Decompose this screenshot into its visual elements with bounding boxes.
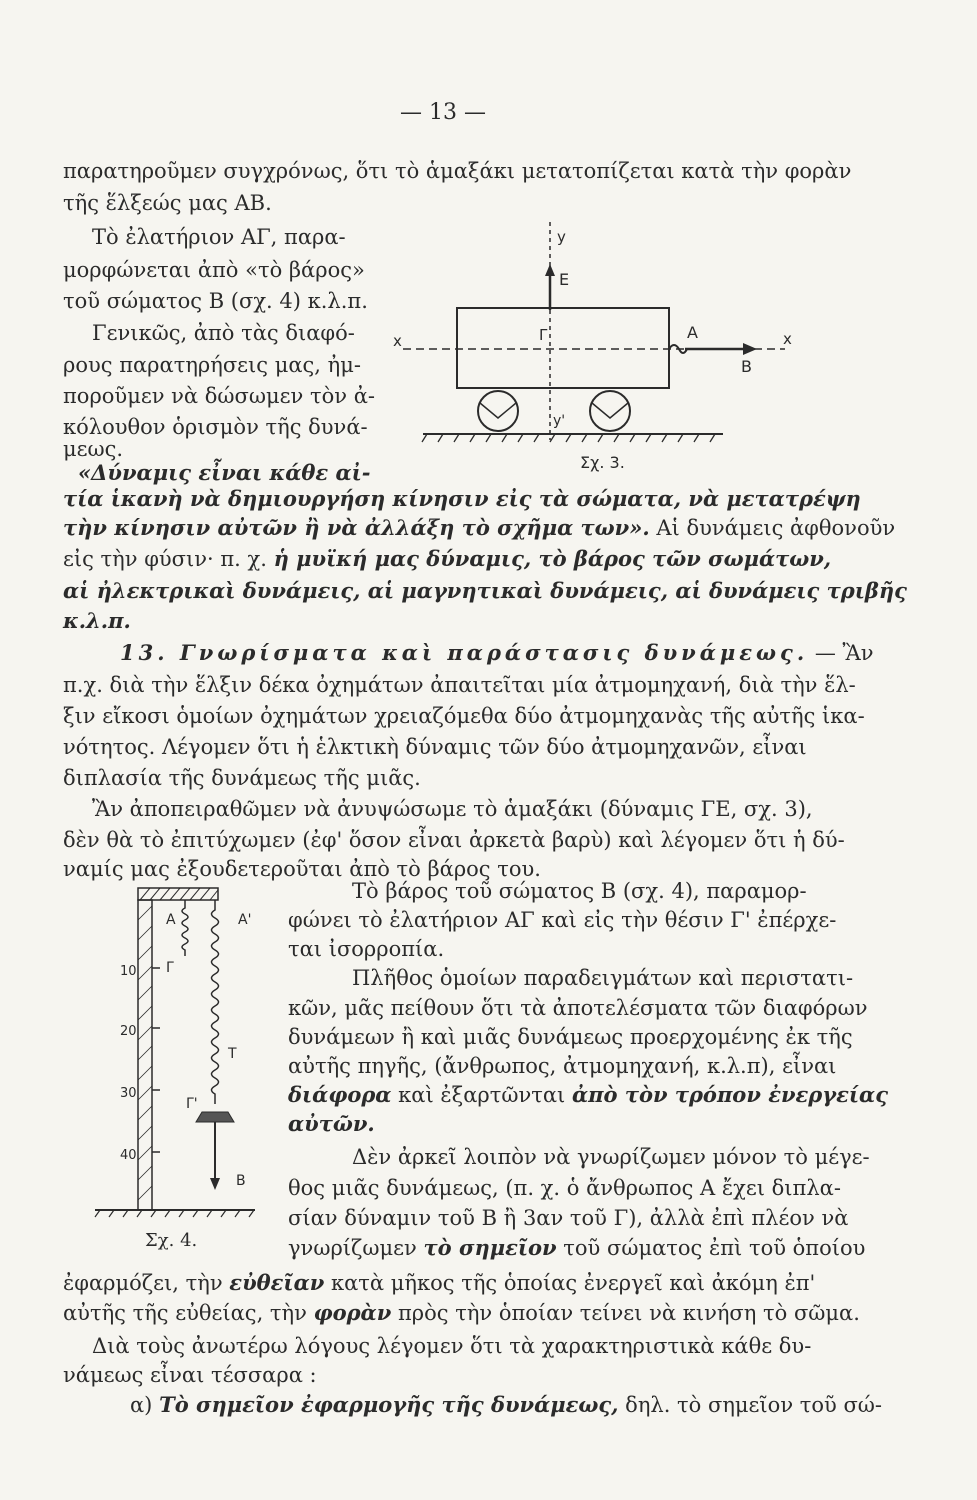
text-line: θος μιᾶς δυνάμεως, (π. χ. ὁ ἄνθρωπος Α ἔχει διπλα- [288,1176,841,1200]
weight-body [196,1112,234,1122]
text-line [130,1392,882,1418]
scale-10: 10 [120,964,137,979]
text-span: δηλ. τὸ σημεῖον τοῦ σώ- [625,1393,883,1417]
text-span: καὶ ἐξαρτῶνται [398,1083,566,1107]
scale-30: 30 [120,1086,137,1101]
text-line [63,1270,815,1296]
text-line: Ἂν ἀποπειραθῶμεν νὰ ἀνυψώσωμε τὸ ἁμαξάκι (δύναμις ΓΕ, σχ. 3), [92,797,813,821]
text-line: Τὸ ἐλατήριον ΑΓ, παρα- [92,225,346,249]
section-heading [120,640,874,666]
definition-start: «Δύναμις εἶναι κάθε αἰ- [78,460,371,485]
text-line: κῶν, μᾶς πείθουν ὅτι τὰ ἀποτελέσματα τῶν διαφόρων [288,996,868,1020]
text-line: διπλασία τῆς δυνάμεως τῆς μιᾶς. [63,766,421,790]
text-line [63,515,895,541]
text-line: Πλῆθος ὁμοίων παραδειγμάτων καὶ περιστατι- [352,966,854,990]
label-t: T [228,1046,237,1062]
text-line: δυνάμεων ἢ καὶ μιᾶς δυνάμεως προερχομένης ἐκ τῆς [288,1025,853,1049]
emphasis-span: εὐθεῖαν [229,1270,325,1295]
text-line: παρατηροῦμεν συγχρόνως, ὅτι τὸ ἁμαξάκι μετατοπίζεται κατὰ τὴν φορὰν [63,159,852,183]
wheel-left [478,391,518,431]
text-line: φώνει τὸ ἐλατήριον ΑΓ καὶ εἰς τὴν θέσιν Γ' ἐπέρχε- [288,908,837,932]
text-line: σίαν δύναμιν τοῦ Β ἢ 3αν τοῦ Γ), ἀλλὰ ἐπὶ πλέον νὰ [288,1206,849,1230]
text-line: νότητος. Λέγομεν ὅτι ἡ ἑλκτικὴ δύναμις τῶν δύο ἀτμομηχανῶν, εἶναι [63,735,807,759]
text-line: αὐτῶν. [288,1111,375,1136]
text-line: Δὲν ἀρκεῖ λοιπὸν νὰ γνωρίζωμεν μόνον τὸ μέγε- [352,1145,870,1169]
emphasis-span: διάφορα [288,1082,392,1107]
label-a: A [166,912,176,928]
text-line: μορφώνεται ἀπὸ «τὸ βάρος» [63,258,365,282]
text-line: ρους παρατηρήσεις μας, ἠμ- [63,353,361,377]
text-line: ποροῦμεν νὰ δώσωμεν τὸν ἀ- [63,384,375,408]
text-line: κόλουθον ὁρισμὸν τῆς δυνά- [63,415,368,439]
page-number: — 13 — [400,100,486,125]
emphasis-span: Τὸ σημεῖον ἐφαρμογῆς τῆς δυνάμεως, [159,1392,619,1417]
text-line: νάμεως εἶναι τέσσαρα : [63,1363,317,1387]
text-span: γνωρίζωμεν [288,1236,417,1260]
emphasis-span: ἀπὸ τὸν τρόπον ἐνεργείας [571,1082,889,1107]
label-a-prime: A' [238,912,252,928]
figure-3-caption: Σχ. 3. [580,453,625,472]
wheel-spokes [592,403,628,418]
scale-ticks [152,968,160,1152]
text-span: Αἱ δυνάμεις ἀφθονοῦν [656,516,896,540]
figure-4-caption: Σχ. 4. [145,1230,198,1251]
arrowhead-icon [545,264,555,276]
text-line [288,1082,888,1108]
text-span: ἐφαρμόζει, τὴν [63,1271,223,1295]
text-line: π.χ. διὰ τὴν ἕλξιν δέκα ὀχημάτων ἀπαιτεῖται μία ἀτμομηχανή, διὰ τὴν ἕλ- [63,673,856,697]
text-line: αἱ ἠλεκτρικαὶ δυνάμεις, αἱ μαγνητικαὶ δυνάμεις, αἱ δυνάμεις τριβῆς [63,578,907,603]
label-y-prime: y' [553,413,566,429]
wheel-spokes [480,403,516,418]
scale-40: 40 [120,1148,137,1163]
arrowhead-icon [210,1178,220,1190]
text-line: τία ἱκανὴ νὰ δημιουργήση κίνησιν εἰς τὰ σώματα, νὰ μετατρέψη [63,486,861,511]
text-span: τοῦ σώματος ἐπὶ τοῦ ὁποίου [563,1236,866,1260]
text-line: τῆς ἕλξεώς μας ΑΒ. [63,191,272,215]
text-line: κ.λ.π. [63,608,131,633]
text-line: ξιν εἴκοσι ὁμοίων ὀχημάτων χρειαζόμεθα δύο ἀτμομηχανὰς τῆς αὐτῆς ἱκα- [63,704,865,728]
text-line: ται ἰσορροπία. [288,937,445,961]
text-line: τοῦ σώματος Β (σχ. 4) κ.λ.π. [63,289,368,313]
spring-unloaded [182,900,188,956]
section-title: 13. Γνωρίσματα καὶ παράστασις δυνάμεως. [120,640,809,665]
spring-loaded [212,900,219,1104]
label-e: E [559,270,570,289]
label-b: B [741,357,752,376]
figure-4-spring-diagram [90,880,290,1250]
text-line [288,1235,865,1261]
scale-post [138,900,152,1210]
text-line: Διὰ τοὺς ἀνωτέρω λόγους λέγομεν ὅτι τὰ χαρακτηριστικὰ κάθε δυ- [92,1334,812,1358]
figure-3-cart-diagram [385,210,805,480]
text-span: πρὸς τὴν ὁποίαν τείνει νὰ κινήση τὸ σῶμα. [397,1301,860,1325]
text-span: αὐτῆς τῆς εὐθείας, τὴν [63,1301,307,1325]
label-g: Γ [539,326,548,344]
label-b: B [236,1173,246,1189]
label-g: Γ [166,960,174,976]
ground-hatching [422,434,715,442]
text-line: μεως. [63,437,124,461]
text-line [63,1300,860,1326]
ground-hatching [95,1210,254,1217]
text-line: Γενικῶς, ἀπὸ τὰς διαφό- [92,321,355,345]
text-span: — Ἂν [814,641,874,665]
beam-hatching [140,888,218,900]
label-g-prime: Γ' [186,1096,198,1112]
emphasis-span: τὸ σημεῖον [423,1235,557,1260]
definition-end: τὴν κίνησιν αὐτῶν ἢ νὰ ἀλλάξη τὸ σχῆμα των». [63,515,650,540]
label-a: A [687,323,698,342]
text-span: κατὰ μῆκος τῆς ὁποίας ἐνεργεῖ καὶ ἀκόμη ἐπ' [331,1271,816,1295]
emphasis-span: ἡ μυϊκή μας δύναμις, τὸ βάρος τῶν σωμάτων, [273,546,832,571]
text-line: αὐτῆς πηγῆς, (ἄνθρωπος, ἀτμομηχανή, κ.λ.π), εἶναι [288,1054,837,1078]
text-line: ναμίς μας ἐξουδετεροῦται ἀπὸ τὸ βάρος του. [63,857,541,881]
text-line [63,546,831,572]
label-x-left: x [393,332,402,350]
scale-20: 20 [120,1024,137,1039]
hook [669,345,687,353]
text-line: Τὸ βάρος τοῦ σώματος Β (σχ. 4), παραμορ- [352,879,807,903]
text-span: εἰς τὴν φύσιν· π. χ. [63,547,267,571]
arrowhead-icon [743,343,757,355]
emphasis-span: φορὰν [313,1300,392,1325]
label-x-right: x [783,330,792,348]
text-line: δὲν θὰ τὸ ἐπιτύχωμεν (ἐφ' ὅσον εἶναι ἀρκετὰ βαρὺ) καὶ λέγομεν ὅτι ἡ δύ- [63,828,845,852]
label-y: y [557,228,566,246]
list-marker: α) [130,1393,153,1417]
cart-body [457,308,669,388]
wheel-right [590,391,630,431]
post-hatching [138,906,152,1200]
